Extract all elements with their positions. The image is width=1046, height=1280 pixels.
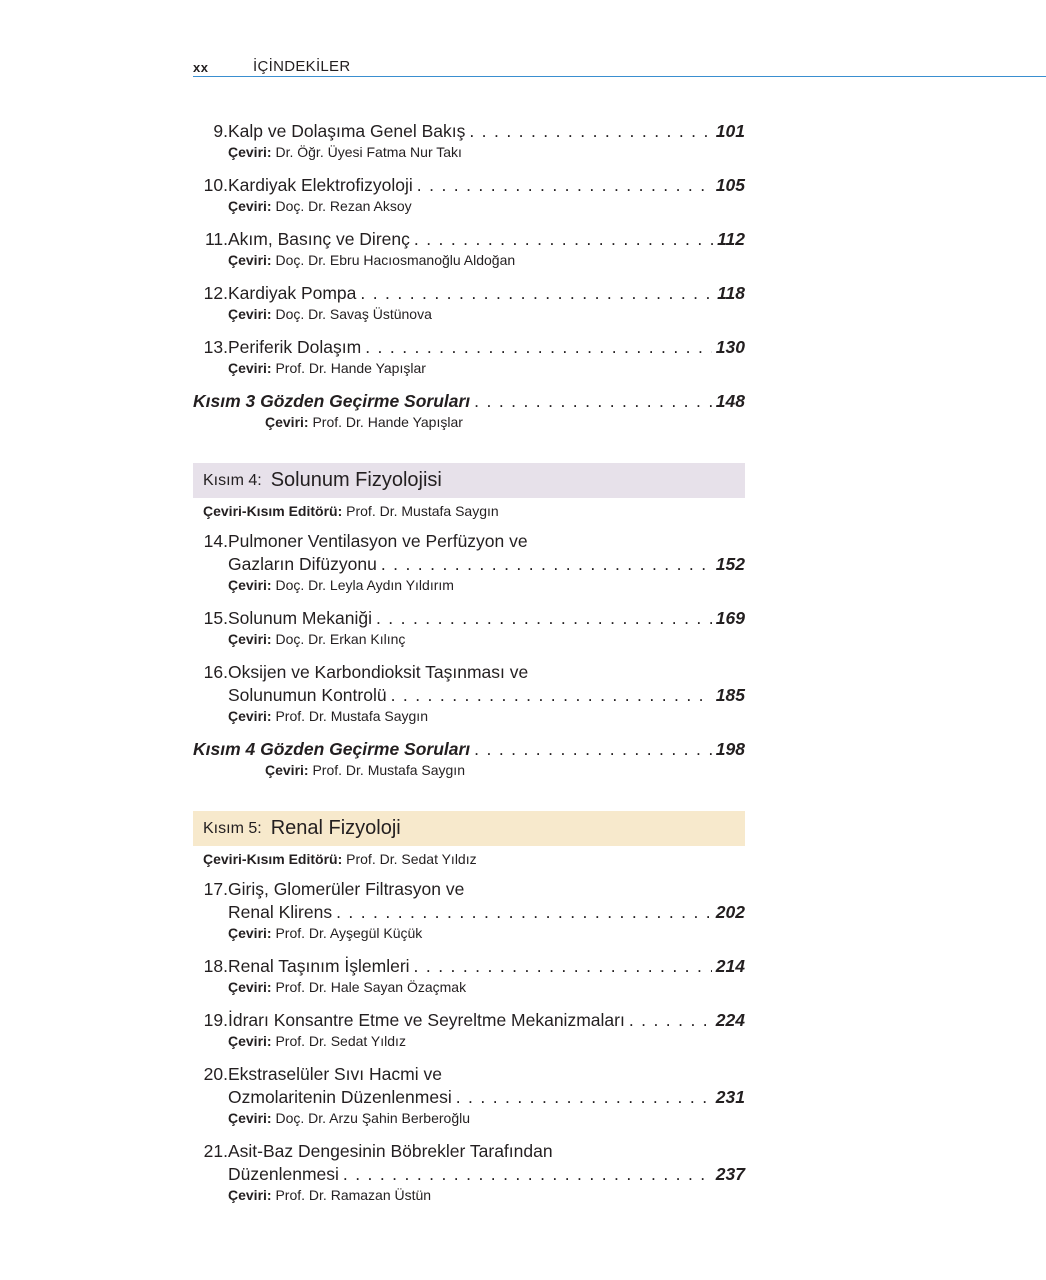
- page-ref: 224: [715, 1010, 745, 1030]
- translator-name: Prof. Dr. Ramazan Üstün: [275, 1187, 432, 1203]
- chapter-title: Kalp ve Dolaşıma Genel Bakış: [228, 121, 466, 141]
- toc-entry[interactable]: [193, 1009, 745, 1051]
- section-label: Kısım 5:: [203, 819, 262, 837]
- chapter-number: 13.: [203, 337, 228, 357]
- dot-leader: [474, 738, 712, 761]
- chapter-title-cont: Ozmolaritenin Düzenlenmesi: [228, 1087, 452, 1107]
- translator-line: [193, 197, 745, 216]
- section-title: Solunum Fizyolojisi: [270, 469, 442, 491]
- dot-leader: [414, 228, 713, 251]
- section-editor-line: [203, 851, 477, 867]
- translator-name: Prof. Dr. Sedat Yıldız: [275, 1033, 406, 1049]
- translator-prefix: Çeviri:: [228, 306, 272, 322]
- page-ref: 152: [715, 554, 745, 574]
- translator-line: [193, 1109, 745, 1128]
- translator-line: [193, 1032, 745, 1051]
- chapter-number: 17.: [203, 879, 228, 899]
- dot-leader: [456, 1086, 712, 1109]
- page-ref: 202: [715, 902, 745, 922]
- toc-entry[interactable]: [193, 530, 745, 595]
- translator-line: [193, 251, 745, 270]
- chapter-title: Akım, Basınç ve Direnç: [228, 229, 410, 249]
- section-label: Kısım 4:: [203, 471, 262, 489]
- translator-name: Doç. Dr. Rezan Aksoy: [275, 198, 412, 214]
- translator-name: Prof. Dr. Hande Yapışlar: [275, 360, 426, 376]
- chapter-title-cont: Renal Klirens: [228, 902, 333, 922]
- translator-prefix: Çeviri:: [265, 414, 309, 430]
- translator-prefix: Çeviri:: [228, 1110, 272, 1126]
- chapter-number: 18.: [203, 956, 228, 976]
- translator-line: [193, 305, 745, 324]
- dot-leader: [336, 901, 712, 924]
- header-title: İÇİNDEKİLER: [253, 58, 351, 75]
- chapter-title: İdrarı Konsantre Etme ve Seyreltme Mekanizmaları: [228, 1010, 625, 1030]
- chapter-title: Kardiyak Elektrofizyoloji: [228, 175, 413, 195]
- chapter-title: Pulmoner Ventilasyon ve Perfüzyon ve: [228, 531, 528, 551]
- chapter-title: Periferik Dolaşım: [228, 337, 362, 357]
- chapter-number: 16.: [203, 662, 228, 682]
- translator-name: Doç. Dr. Savaş Üstünova: [275, 306, 432, 322]
- editor-name: Prof. Dr. Mustafa Saygın: [346, 503, 499, 519]
- translator-name: Prof. Dr. Mustafa Saygın: [275, 708, 428, 724]
- translator-name: Doç. Dr. Leyla Aydın Yıldırım: [275, 577, 454, 593]
- editor-prefix: Çeviri-Kısım Editörü:: [203, 503, 343, 519]
- page-ref: 105: [715, 175, 745, 195]
- translator-name: Prof. Dr. Hande Yapışlar: [312, 414, 463, 430]
- translator-line: [193, 413, 745, 432]
- translator-line: [193, 630, 745, 649]
- review-title: Kısım 4 Gözden Geçirme Soruları: [193, 739, 471, 759]
- translator-name: Doç. Dr. Erkan Kılınç: [275, 631, 406, 647]
- editor-name: Prof. Dr. Sedat Yıldız: [346, 851, 477, 867]
- dot-leader: [381, 553, 712, 576]
- chapter-number: 10.: [203, 175, 228, 195]
- dot-leader: [365, 336, 712, 359]
- translator-name: Doç. Dr. Ebru Hacıosmanoğlu Aldoğan: [275, 252, 516, 268]
- chapter-title: Solunum Mekaniği: [228, 608, 372, 628]
- review-title: Kısım 3 Gözden Geçirme Soruları: [193, 391, 471, 411]
- chapter-title: Giriş, Glomerüler Filtrasyon ve: [228, 879, 465, 899]
- translator-line: [193, 143, 745, 162]
- chapter-title: Kardiyak Pompa: [228, 283, 357, 303]
- section-editor-line: [203, 503, 499, 519]
- toc-entry[interactable]: [193, 1140, 745, 1205]
- translator-line: [193, 359, 745, 378]
- translator-prefix: Çeviri:: [228, 708, 272, 724]
- translator-prefix: Çeviri:: [265, 762, 309, 778]
- toc-entry[interactable]: [193, 228, 745, 270]
- translator-line: [193, 924, 745, 943]
- page-ref: 231: [715, 1087, 745, 1107]
- translator-prefix: Çeviri:: [228, 925, 272, 941]
- chapter-title: Asit-Baz Dengesinin Böbrekler Tarafından: [228, 1141, 553, 1161]
- toc-entry[interactable]: [193, 607, 745, 649]
- page-ref: 112: [717, 229, 745, 249]
- toc-entry[interactable]: [193, 282, 745, 324]
- page-ref: 130: [715, 337, 745, 357]
- running-header: [193, 58, 1046, 77]
- section-banner: [193, 463, 745, 498]
- chapter-number: 19.: [203, 1010, 228, 1030]
- dot-leader: [474, 390, 712, 413]
- chapter-title-cont: Gazların Difüzyonu: [228, 554, 377, 574]
- editor-prefix: Çeviri-Kısım Editörü:: [203, 851, 343, 867]
- toc-entry[interactable]: [193, 955, 745, 997]
- dot-leader: [414, 955, 712, 978]
- chapter-number: 11.: [204, 229, 228, 249]
- chapter-number: 9.: [213, 121, 228, 141]
- dot-leader: [343, 1163, 712, 1186]
- page-ref: 101: [715, 121, 745, 141]
- chapter-number: 15.: [203, 608, 228, 628]
- chapter-title: Ekstraselüler Sıvı Hacmi ve: [228, 1064, 442, 1084]
- toc-entry[interactable]: [193, 174, 745, 216]
- translator-prefix: Çeviri:: [228, 631, 272, 647]
- translator-name: Dr. Öğr. Üyesi Fatma Nur Takı: [275, 144, 462, 160]
- toc-entry[interactable]: [193, 120, 745, 162]
- dot-leader: [376, 607, 712, 630]
- page-ref: 237: [715, 1164, 745, 1184]
- toc-entry[interactable]: [193, 336, 745, 378]
- translator-prefix: Çeviri:: [228, 577, 272, 593]
- translator-name: Doç. Dr. Arzu Şahin Berberoğlu: [275, 1110, 471, 1126]
- page-ref: 185: [715, 685, 745, 705]
- dot-leader: [417, 174, 712, 197]
- chapter-title: Renal Taşınım İşlemleri: [228, 956, 410, 976]
- chapter-title: Oksijen ve Karbondioksit Taşınması ve: [228, 662, 529, 682]
- page-ref: 118: [717, 283, 745, 303]
- page-ref: 169: [715, 608, 745, 628]
- translator-name: Prof. Dr. Mustafa Saygın: [312, 762, 465, 778]
- translator-line: [193, 707, 745, 726]
- translator-name: Prof. Dr. Ayşegül Küçük: [275, 925, 423, 941]
- dot-leader: [629, 1009, 712, 1032]
- toc-entry[interactable]: [193, 661, 745, 726]
- translator-line: [193, 576, 745, 595]
- toc-entry[interactable]: [193, 878, 745, 943]
- translator-prefix: Çeviri:: [228, 1187, 272, 1203]
- chapter-title-cont: Düzenlenmesi: [228, 1164, 339, 1184]
- chapter-number: 14.: [203, 531, 228, 551]
- dot-leader: [360, 282, 713, 305]
- translator-prefix: Çeviri:: [228, 1033, 272, 1049]
- translator-prefix: Çeviri:: [228, 979, 272, 995]
- section-banner: [193, 811, 745, 846]
- translator-line: [193, 978, 745, 997]
- translator-name: Prof. Dr. Hale Sayan Özaçmak: [275, 979, 467, 995]
- page-number: xx: [193, 60, 209, 75]
- chapter-number: 20.: [203, 1064, 228, 1084]
- chapter-number: 12.: [203, 283, 228, 303]
- section-title: Renal Fizyoloji: [270, 817, 401, 839]
- translator-prefix: Çeviri:: [228, 198, 272, 214]
- chapter-number: 21.: [203, 1141, 228, 1161]
- dot-leader: [391, 684, 712, 707]
- toc-entry[interactable]: [193, 1063, 745, 1128]
- translator-prefix: Çeviri:: [228, 360, 272, 376]
- translator-prefix: Çeviri:: [228, 252, 272, 268]
- translator-line: [193, 1186, 745, 1205]
- review-entry[interactable]: [193, 738, 745, 780]
- dot-leader: [469, 120, 711, 143]
- page-ref: 214: [715, 956, 745, 976]
- page-ref: 148: [715, 391, 745, 411]
- translator-line: [193, 761, 745, 780]
- translator-prefix: Çeviri:: [228, 144, 272, 160]
- page-ref: 198: [715, 739, 745, 759]
- chapter-title-cont: Solunumun Kontrolü: [228, 685, 387, 705]
- review-entry[interactable]: [193, 390, 745, 432]
